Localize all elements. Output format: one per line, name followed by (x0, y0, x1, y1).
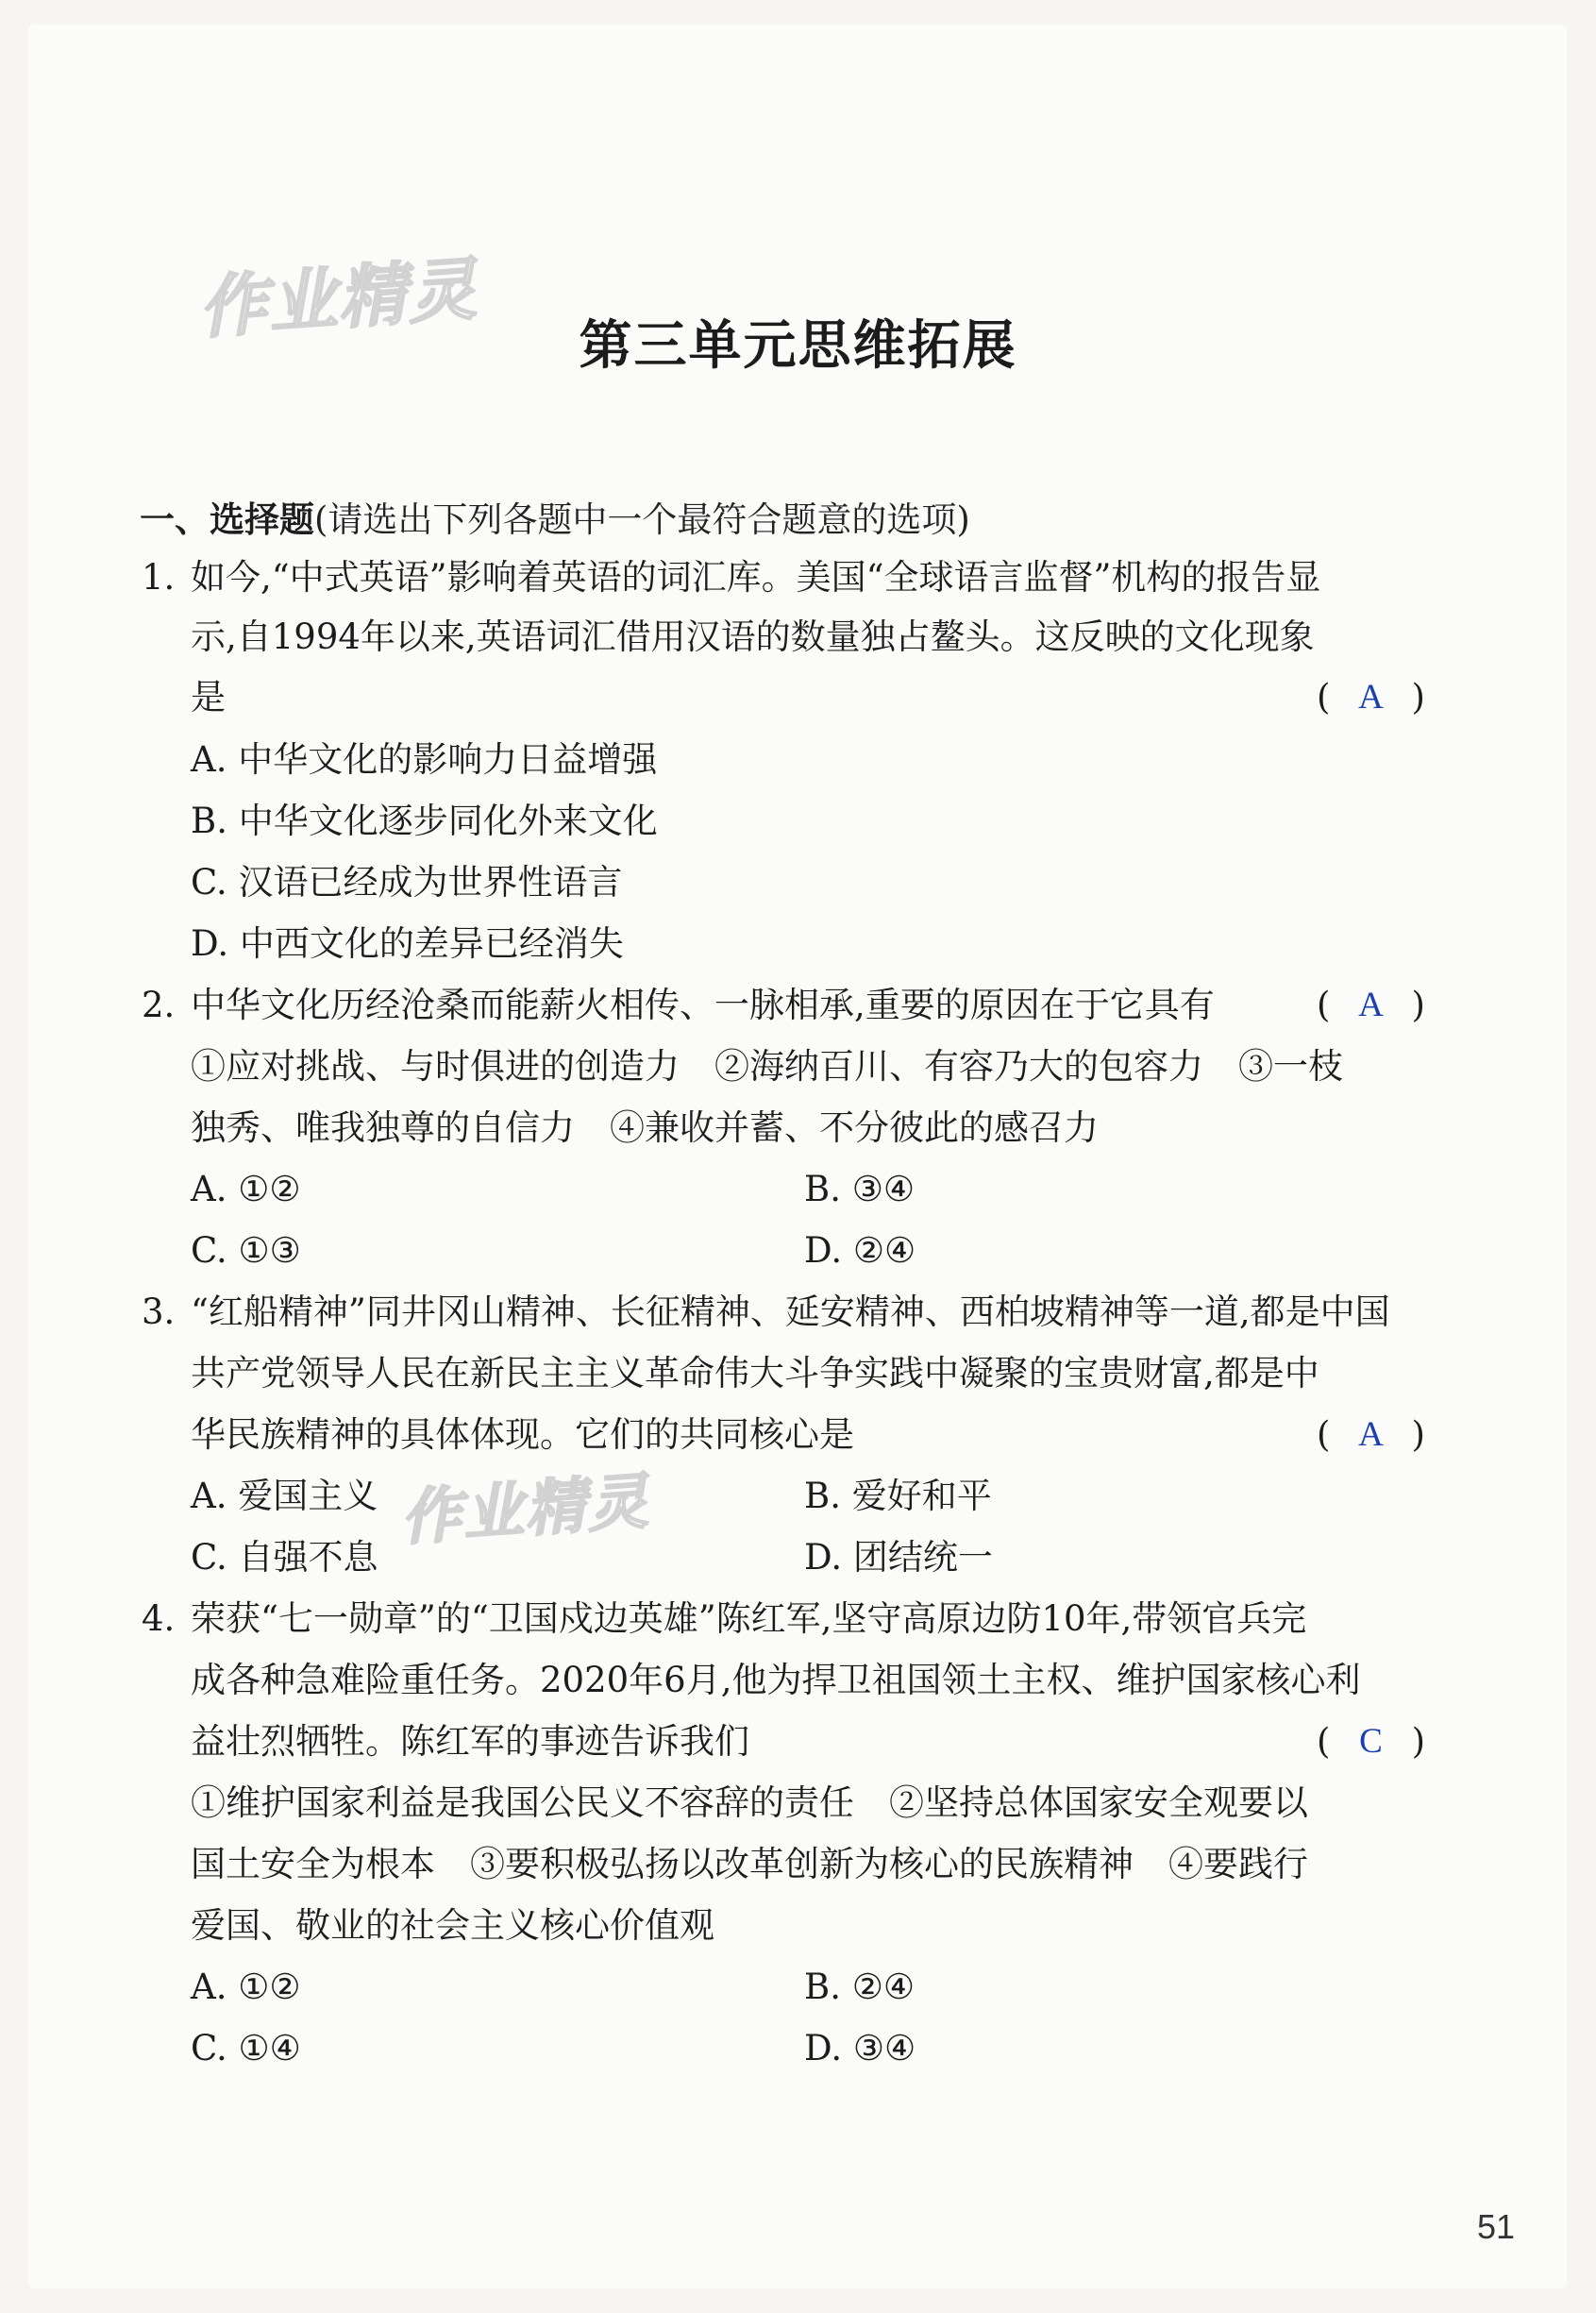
watermark-logo: 作业精灵 (398, 1466, 652, 1555)
answer-bracket (1317, 676, 1425, 719)
answer-letter: A (1358, 1415, 1384, 1454)
question-text-line: ①维护国家利益是我国公民义不容辞的责任 ②坚持总体国家安全观要以 (191, 1782, 1308, 1823)
answer-letter: A (1358, 678, 1384, 717)
option-d: D. ③④ (804, 2028, 916, 2068)
question-text-line: 示,自1994年以来,英语词汇借用汉语的数量独占鳌头。这反映的文化现象 (191, 616, 1315, 657)
option-d: D. 中西文化的差异已经消失 (191, 923, 624, 964)
question-number: 2. (142, 985, 176, 1025)
answer-bracket (1317, 1413, 1425, 1457)
question-number: 4. (142, 1598, 176, 1639)
answer-bracket (1317, 984, 1425, 1027)
answer-letter: A (1358, 986, 1384, 1024)
watermark-logo: 作业精灵 (195, 248, 481, 348)
option-c: C. ①④ (191, 2028, 301, 2068)
option-b: B. ②④ (804, 1967, 916, 2007)
bracket-close: ) (1411, 1721, 1425, 1762)
question-text-line: 国土安全为根本 ③要积极弘扬以改革创新为核心的民族精神 ④要践行 (191, 1844, 1308, 1884)
question-text-line: ①应对挑战、与时俱进的创造力 ②海纳百川、有容乃大的包容力 ③一枝 (191, 1046, 1343, 1087)
answer-bracket (1317, 1720, 1425, 1764)
question-text-line: 中华文化历经沧桑而能薪火相传、一脉相承,重要的原因在于它具有 (191, 985, 1215, 1025)
question-text-line: “红船精神”同井冈山精神、长征精神、延安精神、西柏坡精神等一道,都是中国 (191, 1292, 1390, 1332)
bracket-open: ( (1317, 1414, 1331, 1455)
bracket-open: ( (1317, 1721, 1331, 1762)
option-c: C. 汉语已经成为世界性语言 (191, 862, 623, 903)
page-title: 第三单元思维拓展 (579, 314, 1017, 377)
option-c: C. ①③ (191, 1230, 301, 1271)
section-instruction: (请选出下列各题中一个最符合题意的选项) (314, 499, 970, 540)
option-b: B. 爱好和平 (804, 1476, 992, 1516)
bracket-close: ) (1411, 677, 1425, 718)
question-text-line: 独秀、唯我独尊的自信力 ④兼收并蓄、不分彼此的感召力 (191, 1107, 1099, 1148)
question-text-line: 华民族精神的具体体现。它们的共同核心是 (191, 1414, 854, 1455)
bracket-close: ) (1411, 1414, 1425, 1455)
bracket-close: ) (1411, 985, 1425, 1025)
question-text-line: 成各种急难险重任务。2020年6月,他为捍卫祖国领土主权、维护国家核心利 (191, 1660, 1361, 1700)
question-text-line: 荣获“七一勋章”的“卫国戍边英雄”陈红军,坚守高原边防10年,带领官兵完 (191, 1598, 1307, 1639)
question-text-line: 爱国、敬业的社会主义核心价值观 (191, 1905, 714, 1946)
bracket-open: ( (1317, 677, 1331, 718)
option-b: B. 中华文化逐步同化外来文化 (191, 801, 658, 841)
question-text-line: 共产党领导人民在新民主主义革命伟大斗争实践中凝聚的宝贵财富,都是中 (191, 1353, 1319, 1393)
section-label: 一、选择题 (140, 499, 314, 540)
answer-letter: C (1359, 1722, 1383, 1761)
option-a: A. ①② (191, 1169, 301, 1209)
question-text-line: 益壮烈牺牲。陈红军的事迹告诉我们 (191, 1721, 749, 1762)
option-b: B. ③④ (804, 1169, 916, 1209)
page-number: 51 (1477, 2207, 1516, 2246)
question-text-line: 如今,“中式英语”影响着英语的词汇库。美国“全球语言监督”机构的报告显 (191, 557, 1321, 598)
question-number: 1. (142, 557, 176, 598)
section-heading (140, 491, 970, 542)
option-c: C. 自强不息 (191, 1537, 378, 1578)
question-text-line: 是 (191, 677, 226, 718)
option-a: A. 中华文化的影响力日益增强 (191, 739, 658, 780)
option-a: A. 爱国主义 (191, 1476, 378, 1516)
option-d: D. 团结统一 (804, 1537, 993, 1578)
question-number: 3. (142, 1292, 176, 1332)
option-a: A. ①② (191, 1967, 301, 2007)
option-d: D. ②④ (804, 1230, 916, 1271)
bracket-open: ( (1317, 985, 1331, 1025)
